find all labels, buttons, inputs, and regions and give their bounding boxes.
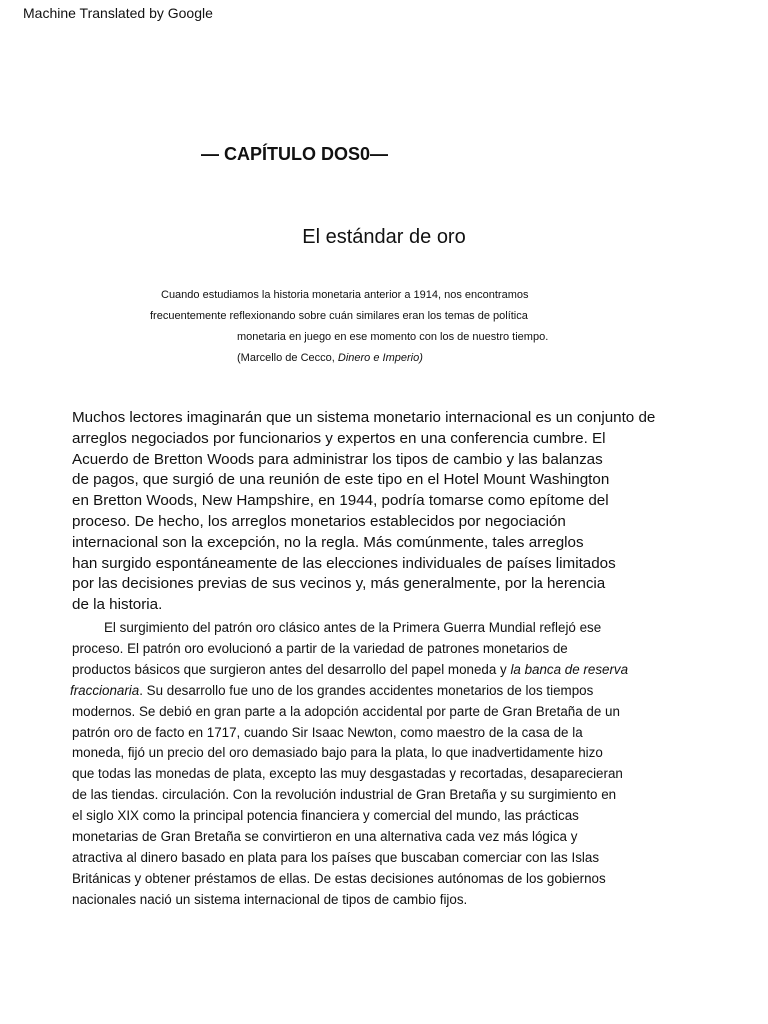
paragraph-2-line: patrón oro de facto en 1717, cuando Sir Isaac Newton, como maestro de la casa de la [72,724,583,740]
epigraph-line: Cuando estudiamos la historia monetaria anterior a 1914, nos encontramos [161,289,529,301]
epigraph-attribution-work: Dinero e Imperio) [337,352,423,364]
paragraph-2-line: monetarias de Gran Bretaña se convirtieron en una alternativa cada vez más lógica y [72,829,578,845]
paragraph-2-line [70,681,628,702]
paragraph-2-text: . Su desarrollo fue uno de los grandes accidentes monetarios de los tiempos [139,682,594,698]
paragraph-2-italic: la banca de reserva [510,661,629,677]
paragraph-2-line: de las tiendas. circulación. Con la revolución industrial de Gran Bretaña y su surgimiento en [72,787,617,803]
paragraph-2-line: El surgimiento del patrón oro clásico antes de la Primera Guerra Mundial reflejó ese [104,620,602,635]
paragraph-1-line: de la historia. [72,596,163,614]
paragraph-2-line: el siglo XIX como la principal potencia financiera y comercial del mundo, las prácticas [72,808,579,824]
paragraph-1-line: por las decisiones previas de sus vecinos y, más generalmente, por la herencia [72,575,606,593]
paragraph-2-line [72,660,628,681]
paragraph-2-text: productos básicos que surgieron antes del desarrollo del papel moneda y [72,661,511,677]
chapter-heading: — CAPÍTULO DOS0— [201,144,389,164]
paragraph-1-line: Muchos lectores imaginarán que un sistema monetario internacional es un conjunto de [72,409,656,426]
chapter-title: El estándar de oro [302,226,466,248]
paragraph-2-line: que todas las monedas de plata, excepto las muy desgastadas y recortadas, desaparecieran [72,766,623,782]
paragraph-1-line: de pagos, que surgió de una reunión de este tipo en el Hotel Mount Washington [72,471,610,489]
epigraph-attribution [237,352,423,364]
paragraph-2-line: atractiva al dinero basado en plata para los países que buscaban comerciar con las Islas [72,849,600,865]
paragraph-1-line: proceso. De hecho, los arreglos monetarios establecidos por negociación [72,512,566,530]
paragraph-2-italic: fraccionaria [70,682,140,698]
paragraph-2-line: nacionales nació un sistema internacional de tipos de cambio fijos. [72,891,468,907]
paragraph-2-line: moneda, fijó un precio del oro demasiado bajo para la plata, lo que inadvertidamente hizo [72,745,603,761]
epigraph-line: monetaria en juego en ese momento con los de nuestro tiempo. [237,331,549,343]
paragraph-1-line: han surgido espontáneamente de las elecciones individuales de países limitados [72,554,616,572]
paragraph-1-line: Acuerdo de Bretton Woods para administrar los tipos de cambio y las balanzas [72,450,603,468]
paragraph-2-line: Británicas y obtener préstamos de ellas. De estas decisiones autónomas de los gobiernos [72,870,606,886]
paragraph-1-line: internacional son la excepción, no la regla. Más comúnmente, tales arreglos [72,533,584,551]
epigraph-attribution-prefix: (Marcello de Cecco, [237,352,338,364]
machine-translation-banner: Machine Translated by Google [23,5,213,21]
paragraph-2-line: modernos. Se debió en gran parte a la adopción accidental por parte de Gran Bretaña de un [72,703,620,719]
paragraph-1 [72,408,655,616]
paragraph-2 [72,618,628,911]
paragraph-1-line: arreglos negociados por funcionarios y expertos en una conferencia cumbre. El [72,429,606,447]
epigraph-line: frecuentemente reflexionando sobre cuán similares eran los temas de política [150,310,528,322]
paragraph-2-line: proceso. El patrón oro evolucionó a partir de la variedad de patrones monetarios de [72,640,568,656]
paragraph-1-line: en Bretton Woods, New Hampshire, en 1944, podría tomarse como epítome del [72,492,609,510]
